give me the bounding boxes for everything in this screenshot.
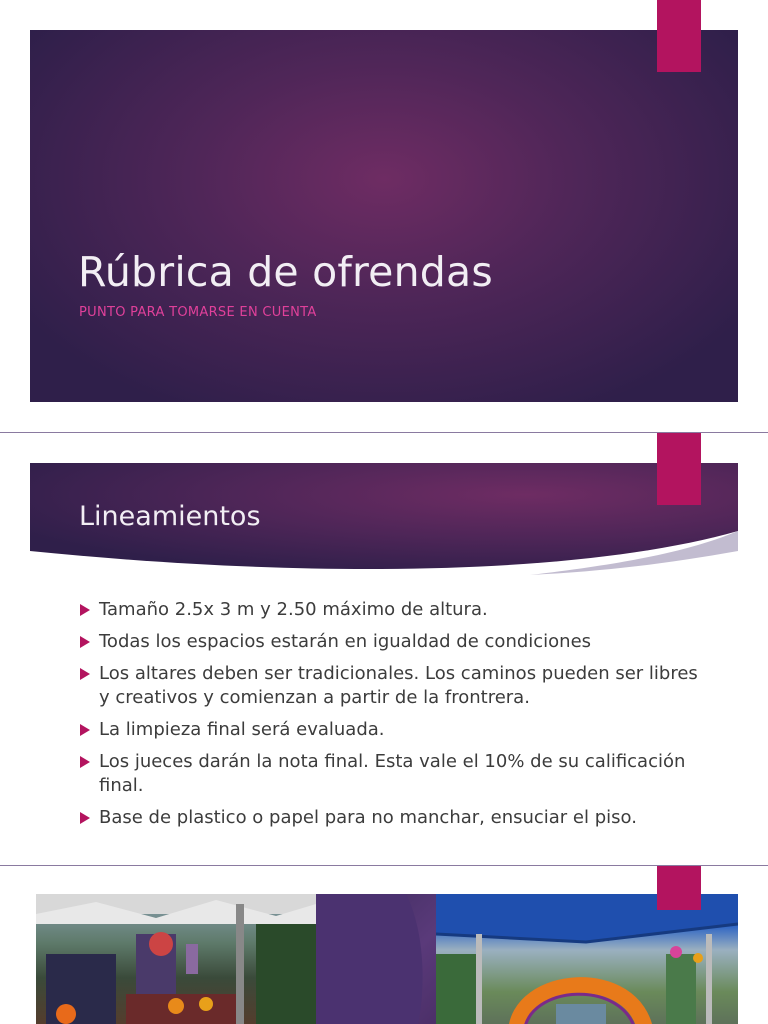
triangle-bullet-icon [80,724,90,736]
slide-lineamientos [0,433,768,865]
decorative-panel [316,894,436,1024]
slide-subtitle: PUNTO PARA TOMARSE EN CUENTA [79,305,317,320]
slide-heading: Lineamientos [79,501,261,532]
triangle-bullet-icon [80,636,90,648]
triangle-bullet-icon [80,812,90,824]
accent-tab [657,433,701,505]
accent-tab [657,866,701,910]
slide-photos [0,866,768,1024]
title-panel [30,30,738,402]
list-item: Todas los espacios estarán en igualdad de condiciones [79,630,699,654]
list-item: Base de plastico o papel para no manchar, ensuciar el piso. [79,806,699,830]
altar-photo-left [36,894,316,1024]
list-item: Los jueces darán la nota final. Esta vale el 10% de su calificación final. [79,750,699,798]
list-item: Los altares deben ser tradicionales. Los caminos pueden ser libres y creativos y comienzan a partir de la frontrera. [79,662,699,710]
slide-title [0,0,768,432]
triangle-bullet-icon [80,604,90,616]
altar-photo-right [436,894,738,1024]
accent-tab [657,0,701,72]
triangle-bullet-icon [80,668,90,680]
slide-title-text: Rúbrica de ofrendas [78,248,493,296]
bullet-list [79,598,699,838]
triangle-bullet-icon [80,756,90,768]
decorative-shape [316,894,436,1024]
altar-photo-right-image [436,894,738,1024]
altar-photo-left-image [36,894,316,1024]
list-item: Tamaño 2.5x 3 m y 2.50 máximo de altura. [79,598,699,622]
list-item: La limpieza final será evaluada. [79,718,699,742]
